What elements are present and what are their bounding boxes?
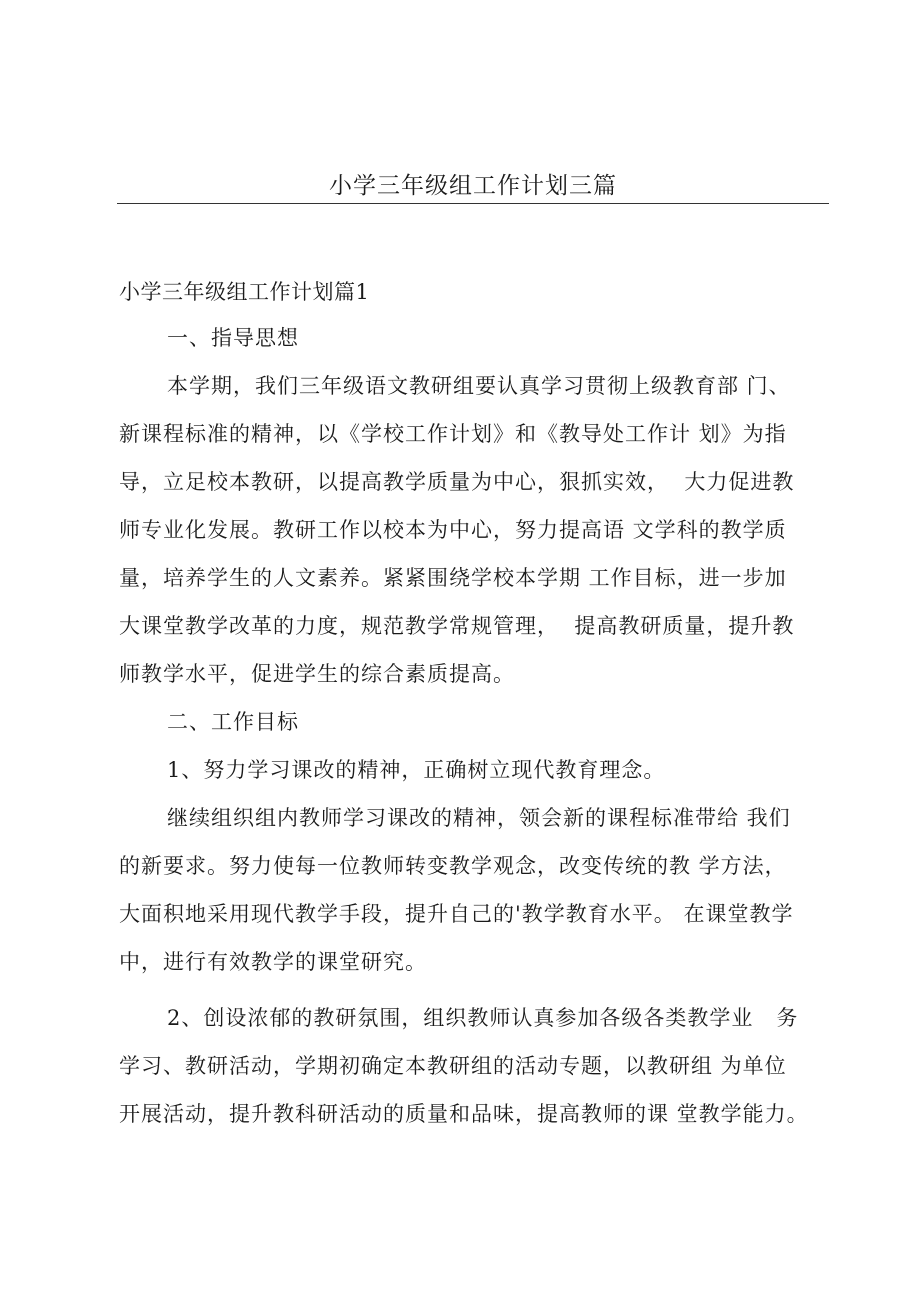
paragraph-line: 学习、教研活动，学期初确定本教研组的活动专题，以教研组 为单位 xyxy=(119,1054,787,1078)
paragraph-line: 导，立足校本教研，以提高教学质量为中心，狠抓实效， 大力促进教 xyxy=(119,470,795,494)
paragraph-line: 量，培养学生的人文素养。紧紧围绕学校本学期 工作目标，进一步加 xyxy=(119,566,787,590)
paragraph-line: 中，进行有效教学的课堂研究。 xyxy=(119,950,427,974)
paragraph-line: 师教学水平，促进学生的综合素质提高。 xyxy=(119,662,515,686)
goal-item-2: 2、创设浓郁的教研氛围，组织教师认真参加各级各类教学业 务 xyxy=(167,1006,799,1030)
paragraph-line: 大课堂教学改革的力度，规范教学常规管理， 提高教研质量，提升教 xyxy=(119,614,795,638)
paragraph-line: 大面积地采用现代教学手段，提升自己的'教学教育水平。 在课堂教学 xyxy=(119,902,794,926)
section-heading: 小学三年级组工作计划篇1 xyxy=(119,280,370,304)
goal-item-1: 1、努力学习课改的精神，正确树立现代教育理念。 xyxy=(167,758,666,782)
heading-work-goals: 二、工作目标 xyxy=(167,710,299,734)
paragraph-line: 师专业化发展。教研工作以校本为中心，努力提高语 文学科的教学质 xyxy=(119,518,787,542)
title-underline xyxy=(117,203,829,204)
paragraph-line: 的新要求。努力使每一位教师转变教学观念，改变传统的教 学方法， xyxy=(119,854,787,878)
document-title: 小学三年级组工作计划三篇 xyxy=(329,173,617,199)
paragraph-line: 新课程标准的精神，以《学校工作计划》和《教导处工作计 划》为指 xyxy=(119,422,787,446)
paragraph-line: 本学期，我们三年级语文教研组要认真学习贯彻上级教育部 门、 xyxy=(167,374,791,398)
paragraph-line: 开展活动，提升教科研活动的质量和品味，提高教师的课 堂教学能力。 xyxy=(119,1102,809,1126)
paragraph-line: 继续组织组内教师学习课改的精神，领会新的课程标准带给 我们 xyxy=(167,806,791,830)
heading-guiding-thought: 一、指导思想 xyxy=(167,326,299,350)
